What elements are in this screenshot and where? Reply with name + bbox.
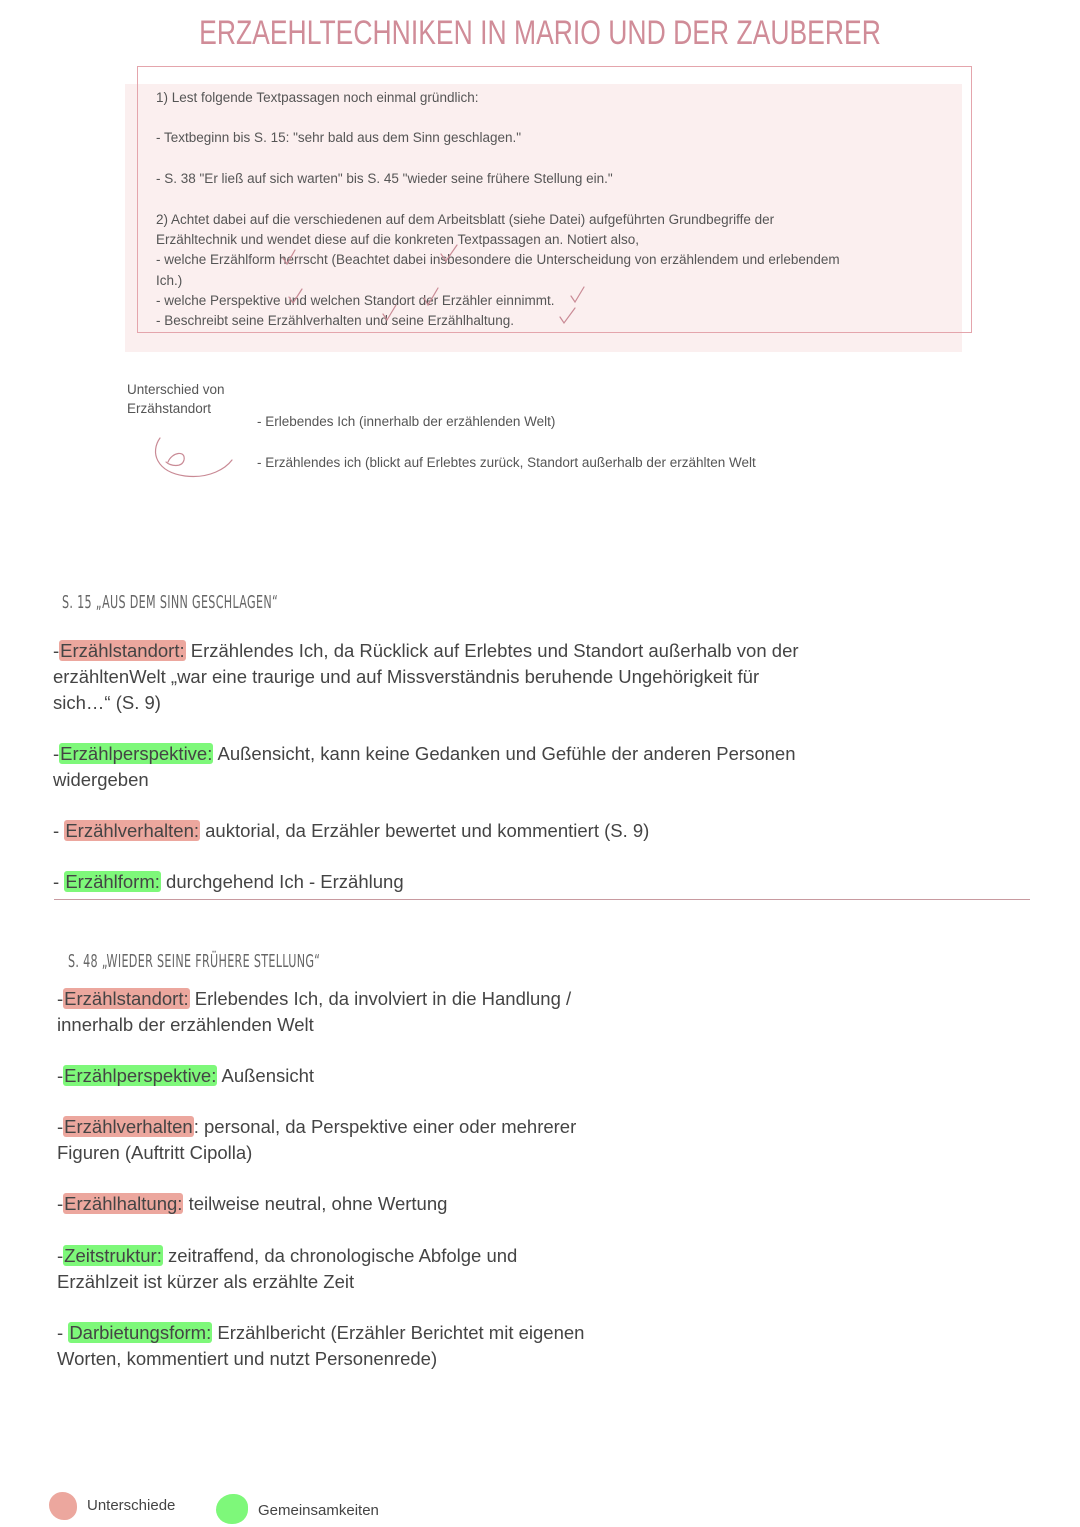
squiggle-arrow-icon	[156, 438, 232, 477]
standort-label: Erzähstandort	[127, 401, 212, 416]
term-highlight: Zeitstruktur:	[64, 1245, 162, 1266]
legend-label-unterschiede: Unterschiede	[87, 1497, 176, 1514]
standort-label: Unterschied von	[127, 382, 225, 397]
erlebendes-ich-note: - Erlebendes Ich (innerhalb der erzählenden Welt)	[257, 414, 556, 429]
task-line: Erzähltechnik und wendet diese auf die konkreten Textpassagen an. Notiert also,	[156, 232, 640, 247]
task-line: - Beschreibt seine Erzählverhalten und seine Erzählhaltung.	[156, 313, 514, 328]
entry-zeitstruktur: -Zeitstruktur: zeitraffend, da chronologische Abfolge und Erzählzeit ist kürzer als erzählte Zeit	[57, 1245, 518, 1292]
checkmark-icon	[383, 305, 396, 320]
entry-erzaehlhaltung: -Erzählhaltung: teilweise neutral, ohne Wertung	[57, 1193, 448, 1214]
term-highlight: Darbietungsform:	[69, 1322, 212, 1343]
checkmark-icon	[283, 250, 295, 264]
entry-erzaehlverhalten: -Erzählverhalten: personal, da Perspektive einer oder mehrerer Figuren (Auftritt Cipolla)	[57, 1116, 577, 1163]
entry-darbietungsform: - Darbietungsform: Erzählbericht (Erzähler Berichtet mit eigenen Worten, kommentiert und nutzt Personenrede)	[57, 1322, 585, 1369]
entry-erzaehlperspektive: -Erzählperspektive: Außensicht, kann keine Gedanken und Gefühle der anderen Personen widergeben	[53, 743, 796, 790]
checkmark-icon	[424, 288, 438, 305]
entry-erzaehlstandort: -Erzählstandort: Erzählendes Ich, da Rücklick auf Erlebtes und Standort außerhalb von der erzähltenWelt „war eine traurige und auf Missverständnis beruhende Ungehörigkeit für sich…“ (S. 9)	[53, 640, 799, 713]
page-title: ERZAEHLTECHNIKEN IN MARIO UND DER ZAUBERER	[199, 14, 881, 52]
section-heading: S. 15 „AUS DEM SINN GESCHLAGEN“	[62, 592, 279, 613]
task-line: - welche Perspektive und welchen Standort der Erzähler einnimmt.	[156, 293, 555, 308]
term-highlight: Erzählverhalten:	[65, 820, 199, 841]
checkmark-icon	[289, 289, 302, 303]
task-line: 2) Achtet dabei auf die verschiedenen auf dem Arbeitsblatt (siehe Datei) aufgeführten Grundbegriffe der	[156, 212, 775, 227]
entry-erzaehlstandort: -Erzählstandort: Erlebendes Ich, da involviert in die Handlung / innerhalb der erzählenden Welt	[57, 988, 572, 1035]
term-highlight: Erzählperspektive:	[64, 1065, 217, 1086]
entry-erzaehlform: - Erzählform: durchgehend Ich - Erzählung	[53, 871, 404, 892]
task-line: - welche Erzählform herrscht (Beachtet dabei insbesondere die Unterscheidung von erzählendem und erlebendem	[156, 252, 840, 267]
task-line: - Textbeginn bis S. 15: "sehr bald aus dem Sinn geschlagen."	[156, 130, 522, 145]
checkmark-icon	[560, 308, 575, 323]
erzaehlendes-ich-note: - Erzählendes ich (blickt auf Erlebtes zurück, Standort außerhalb der erzählten Welt	[257, 455, 756, 470]
checkmark-icon	[571, 287, 584, 302]
term-highlight: Erzählverhalten	[64, 1116, 193, 1137]
section-divider	[54, 899, 1030, 900]
legend-red-blob-icon	[49, 1492, 77, 1520]
checkmark-icon	[441, 245, 457, 261]
legend-green-blob-icon	[216, 1494, 248, 1524]
legend-label-gemeinsamkeiten: Gemeinsamkeiten	[258, 1502, 379, 1519]
term-highlight: Erzählhaltung:	[64, 1193, 183, 1214]
task-line: - S. 38 "Er ließ auf sich warten" bis S. 45 "wieder seine frühere Stellung ein."	[156, 171, 613, 186]
term-highlight: Erzählstandort:	[60, 640, 185, 661]
term-highlight: Erzählstandort:	[64, 988, 189, 1009]
entry-erzaehlperspektive: -Erzählperspektive: Außensicht	[57, 1065, 315, 1086]
task-line: 1) Lest folgende Textpassagen noch einmal gründlich:	[156, 90, 479, 105]
task-line: Ich.)	[156, 273, 183, 288]
entry-erzaehlverhalten: - Erzählverhalten: auktorial, da Erzähler bewertet und kommentiert (S. 9)	[53, 820, 650, 841]
term-highlight: Erzählform:	[65, 871, 160, 892]
term-highlight: Erzählperspektive:	[60, 743, 213, 764]
section-heading: S. 48 „WIEDER SEINE FRÜHERE STELLUNG“	[68, 951, 321, 972]
